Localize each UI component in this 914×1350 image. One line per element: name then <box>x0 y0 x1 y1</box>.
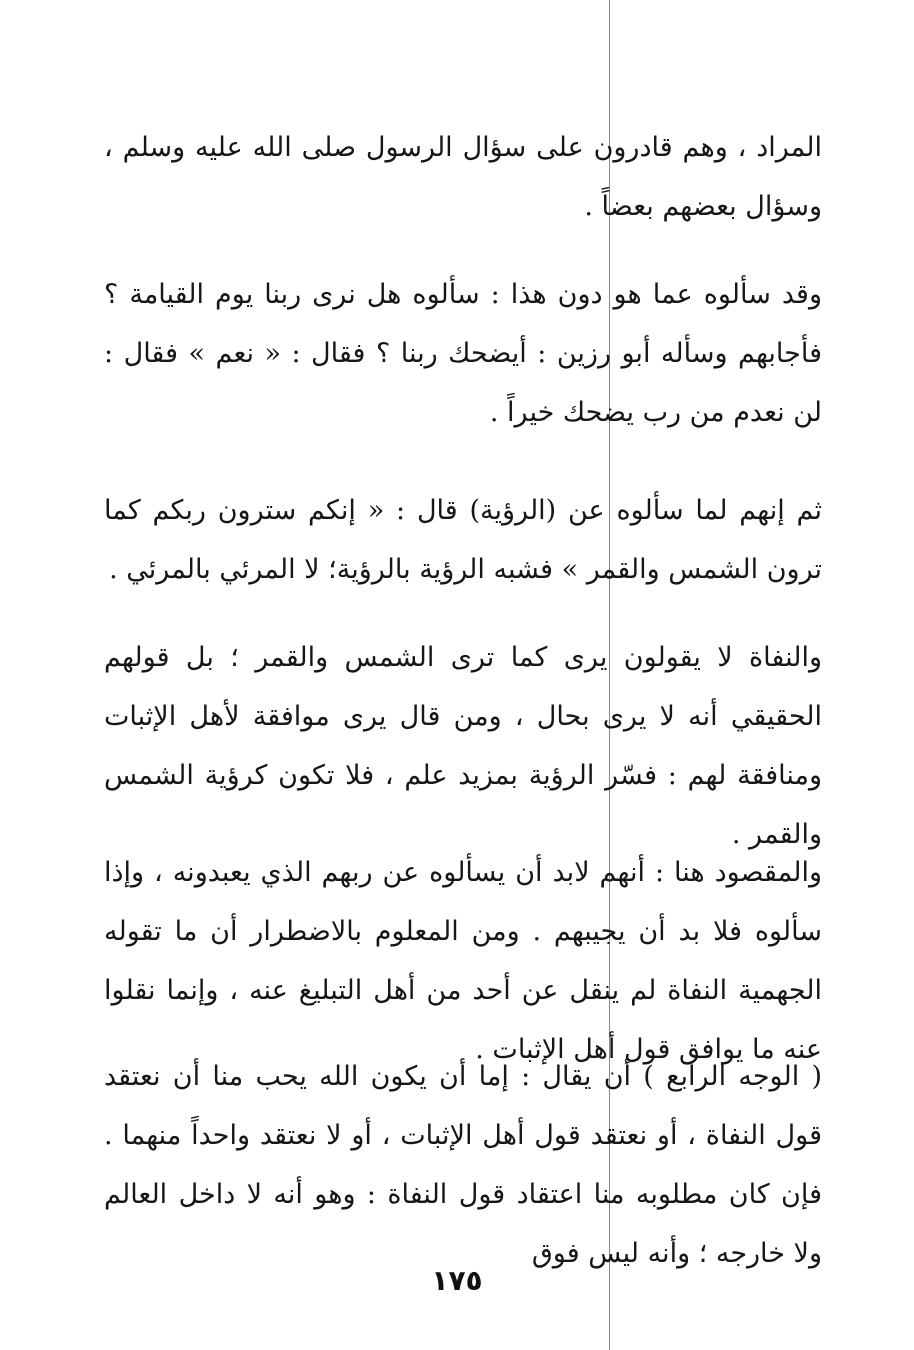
paragraph-3 <box>104 481 822 599</box>
paragraph-5 <box>104 843 822 1079</box>
paragraph-text: ( الوجه الرابع ) أن يقال : إما أن يكون الله يحب منا أن نعتقد قول النفاة ، أو نعتقد قول أهل الإثبات ، أو لا نعتقد واحداً منهما . فإن كان مطلوبه منا اعتقاد قول النفاة : وهو أنه لا داخل العالم ولا خارجه ؛ وأنه ليس فوق <box>104 1061 822 1269</box>
paragraph-text: وقد سألوه عما هو دون هذا : سألوه هل نرى ربنا يوم القيامة ؟ فأجابهم وسأله أبو رزين : أيضحك ربنا ؟ فقال : « نعم » فقال : لن نعدم من رب يضحك خيراً . <box>104 279 822 428</box>
page-number: ١٧٥ <box>431 1264 483 1297</box>
paragraph-4 <box>104 628 822 864</box>
paragraph-text: والمقصود هنا : أنهم لابد أن يسألوه عن ربهم الذي يعبدونه ، وإذا سألوه فلا بد أن يجيبهم . ومن المعلوم بالاضطرار أن ما تقوله الجهمية النفاة لم ينقل عن أحد من أهل التبليغ عنه ، وإنما نقلوا عنه ما يوافق قول أهل الإثبات . <box>104 857 822 1065</box>
paragraph-text: المراد ، وهم قادرون على سؤال الرسول صلى الله عليه وسلم ، وسؤال بعضهم بعضاً . <box>104 132 822 222</box>
paragraph-6 <box>104 1047 822 1283</box>
paragraph-1 <box>104 118 822 236</box>
paragraph-text: ثم إنهم لما سألوه عن (الرؤية) قال : « إنكم سترون ربكم كما ترون الشمس والقمر » فشبه الرؤية بالرؤية؛ لا المرئي بالمرئي . <box>104 495 822 585</box>
paragraph-text: والنفاة لا يقولون يرى كما ترى الشمس والقمر ؛ بل قولهم الحقيقي أنه لا يرى بحال ، ومن قال يرى موافقة لأهل الإثبات ومنافقة لهم : فسّر الرؤية بمزيد علم ، فلا تكون كرؤية الشمس والقمر . <box>104 642 822 850</box>
paragraph-2 <box>104 265 822 442</box>
